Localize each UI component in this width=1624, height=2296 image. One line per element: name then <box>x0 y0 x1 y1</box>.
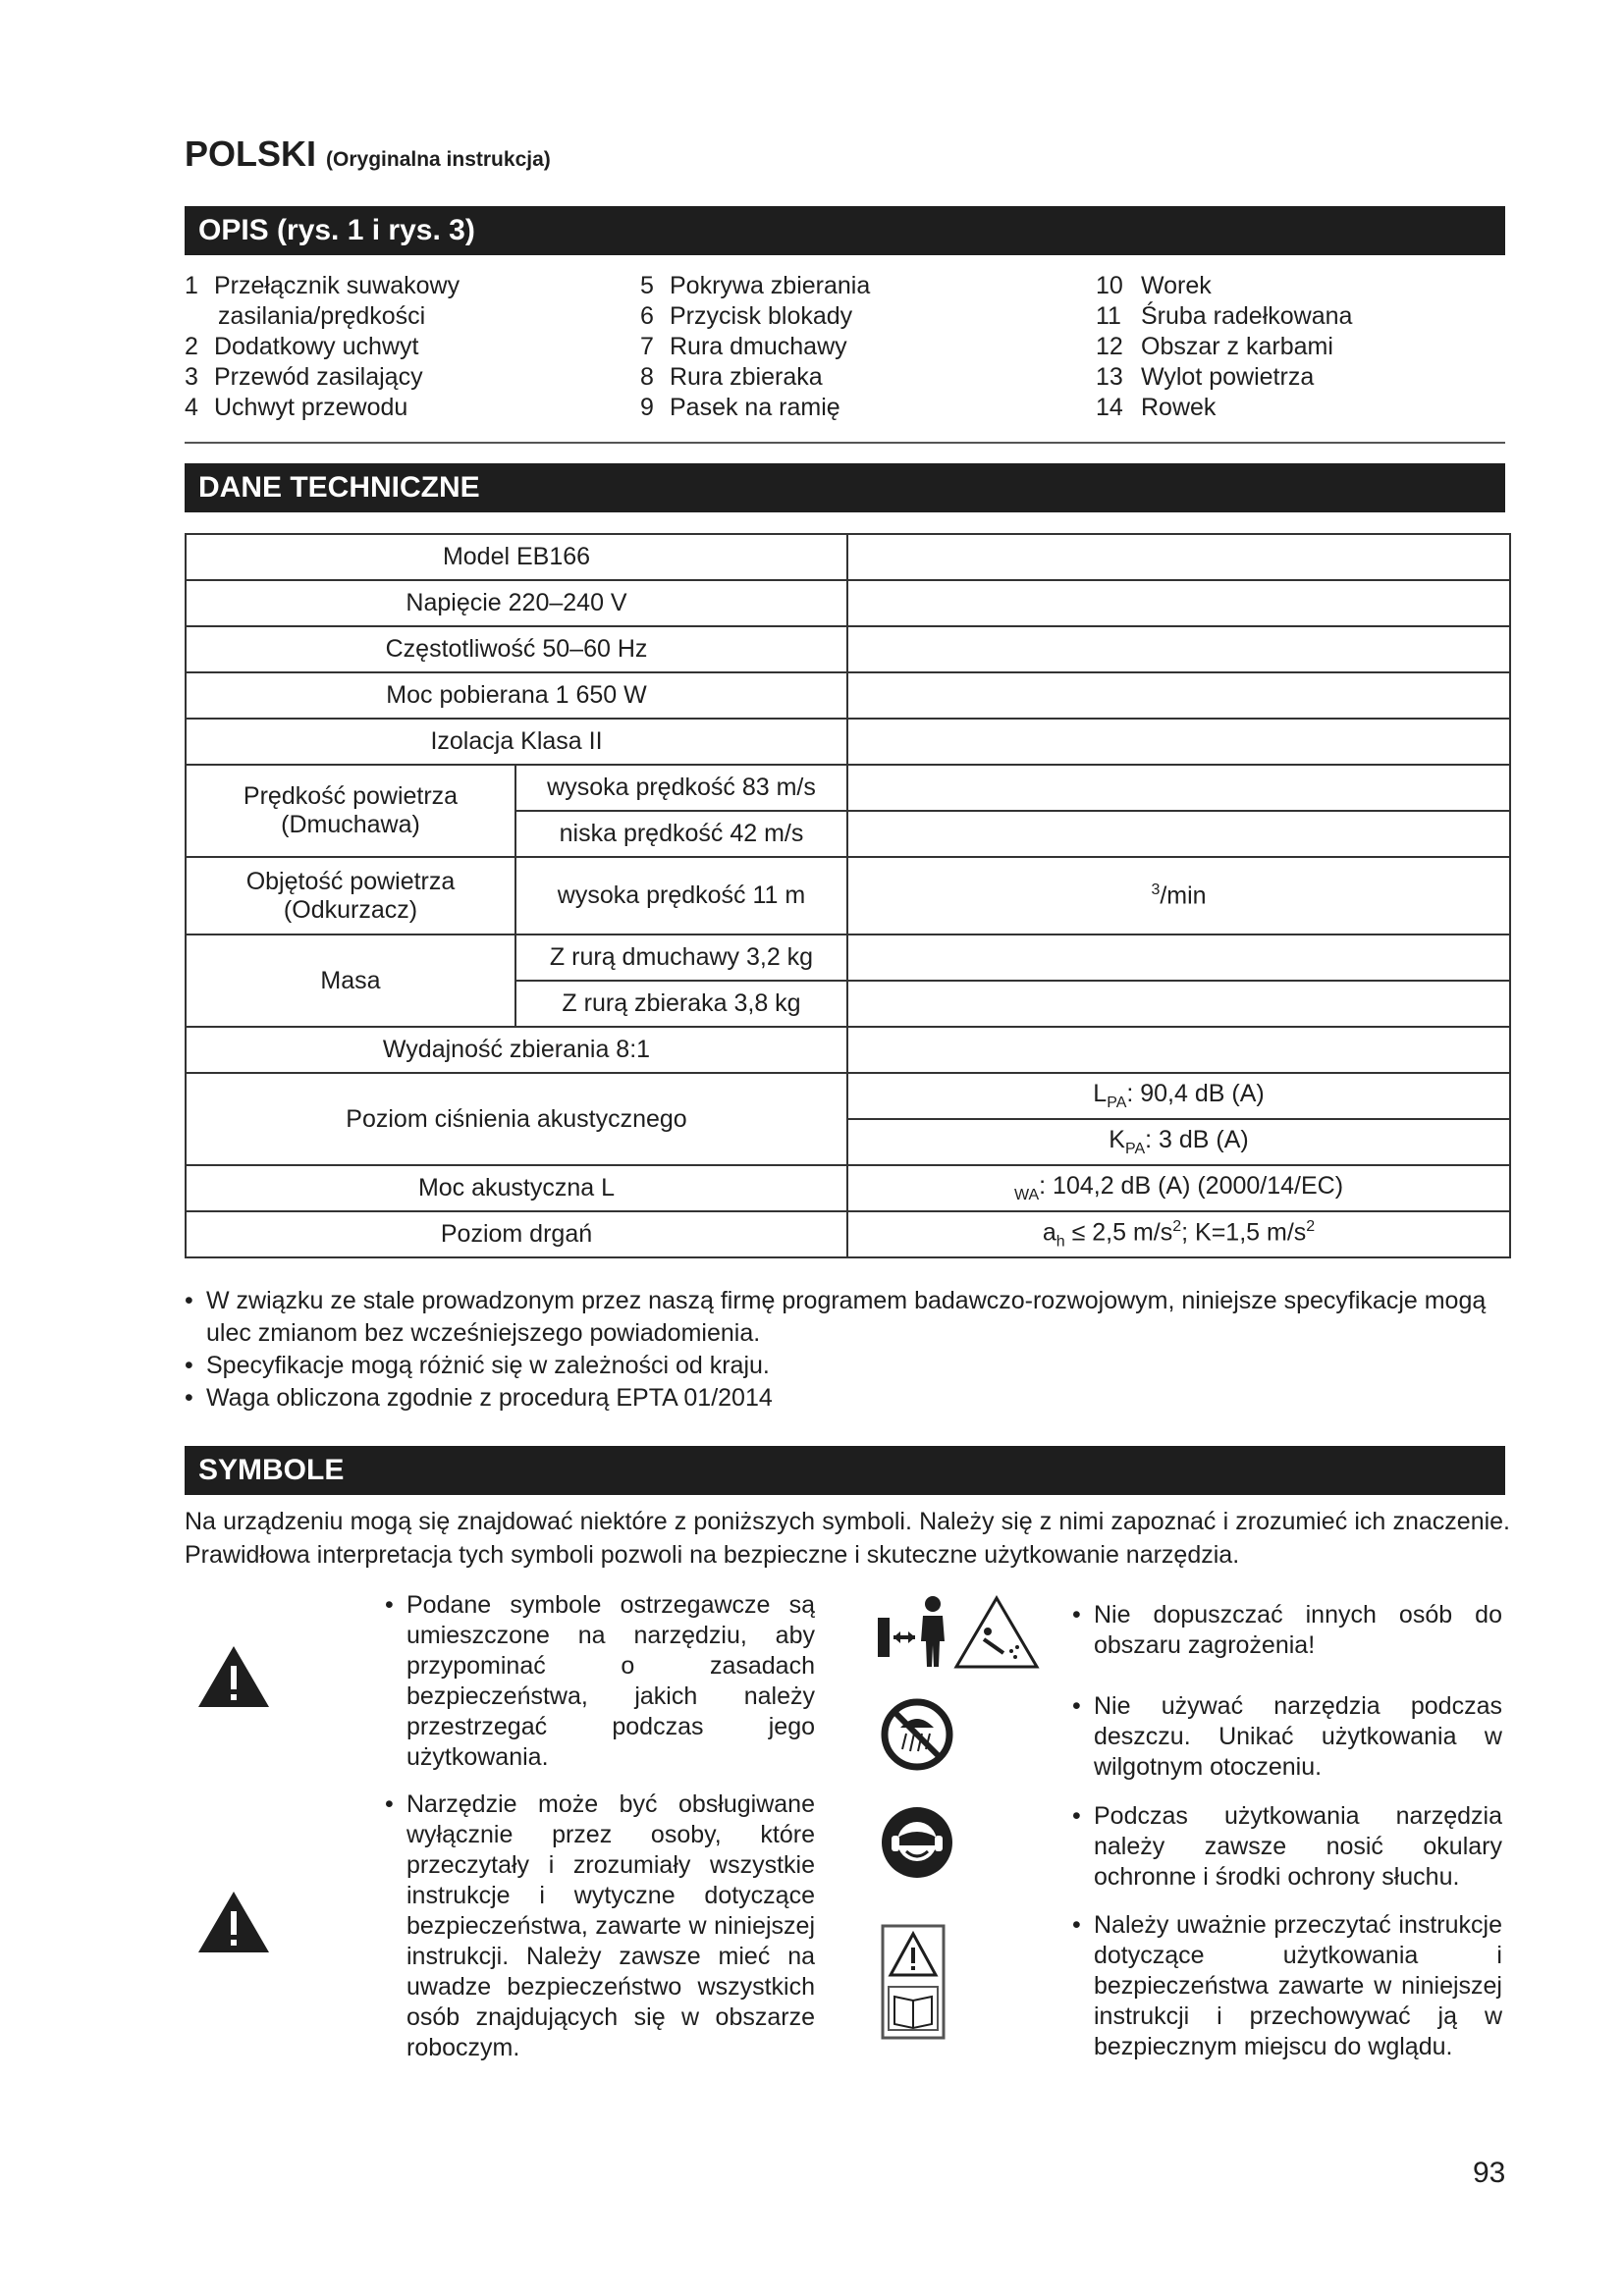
list-item: 14 Rowek <box>1096 394 1217 421</box>
table-row <box>186 1027 1510 1073</box>
table-cell: Z rurą zbieraka 3,8 kg <box>515 981 847 1027</box>
table-cell: niska prędkość 42 m/s <box>515 811 847 857</box>
list-item: 13 Wylot powietrza <box>1096 363 1315 391</box>
list-item: 6 Przycisk blokady <box>640 302 853 330</box>
note-item: • W związku ze stale prowadzonym przez naszą firmę programem badawczo-rozwojowym, niniejsze specyfikacje mogą ulec zmianom bez wcześniejszego powiadomienia. <box>185 1285 1510 1350</box>
table-cell: $K_{PA}$: 3 dB (A) <box>847 1119 1510 1165</box>
row-label: Prędkość powietrza <box>243 782 459 810</box>
table-cell <box>847 934 1510 981</box>
symbol-description <box>1070 1691 1502 1783</box>
table-cell: $L_{PA}$: 90,4 dB (A) <box>847 1073 1510 1119</box>
parts-list-column-1 <box>185 271 460 423</box>
table-cell <box>847 1027 1510 1073</box>
symbol-description <box>1070 1801 1502 1893</box>
list-item: 10 Worek <box>1096 272 1212 299</box>
bullet-text: • Podczas użytkowania narzędzia należy zawsze nosić okulary ochronne i środki ochrony słuchu. <box>1070 1801 1502 1893</box>
row-sublabel: (Dmuchawa) <box>281 811 420 838</box>
bullet-text: • Nie używać narzędzia podczas deszczu. Unikać użytkowania w wilgotnym otoczeniu. <box>1070 1691 1502 1783</box>
table-cell <box>847 765 1510 811</box>
table-row <box>186 626 1510 672</box>
list-item: 7 Rura dmuchawy <box>640 333 847 360</box>
page-title <box>185 133 551 175</box>
note-item: • Specyfikacje mogą różnić się w zależności od kraju. <box>185 1350 1510 1382</box>
table-row <box>186 580 1510 626</box>
table-row <box>186 1073 1510 1119</box>
table-cell: Napięcie 220–240 V <box>186 580 847 626</box>
table-row <box>186 765 1510 811</box>
list-item-continuation: zasilania/prędkości <box>218 302 426 330</box>
table-cell: Model EB166 <box>186 534 847 580</box>
table-cell: Wydajność zbierania 8:1 <box>186 1027 847 1073</box>
table-cell <box>847 981 1510 1027</box>
section-heading-description: OPIS (rys. 1 i rys. 3) <box>185 206 1505 255</box>
table-cell <box>186 765 515 857</box>
language-title: POLSKI <box>185 133 317 174</box>
table-row <box>186 857 1510 934</box>
divider <box>185 442 1505 444</box>
table-row <box>186 934 1510 981</box>
warning-icon <box>196 1890 271 1954</box>
table-cell <box>847 811 1510 857</box>
list-item: 5 Pokrywa zbierania <box>640 272 871 299</box>
list-item: 11 Śruba radełkowana <box>1096 302 1353 330</box>
table-cell: $^3$/min <box>847 857 1510 934</box>
list-item: 3 Przewód zasilający <box>185 363 423 391</box>
table-cell: Moc pobierana 1 650 W <box>186 672 847 719</box>
table-cell: wysoka prędkość 11 m <box>515 857 847 934</box>
table-row <box>186 672 1510 719</box>
table-cell: Moc akustyczna L <box>186 1165 847 1211</box>
bullet-text: • Nie dopuszczać innych osób do obszaru zagrożenia! <box>1070 1600 1502 1661</box>
bullet-text: • Należy uważnie przeczytać instrukcje dotyczące użytkowania i bezpieczeństwa zawarte w niniejszej instrukcji i przechowywać ją w bezpiecznym miejscu do wglądu. <box>1070 1910 1502 2062</box>
language-subtitle: (Oryginalna instrukcja) <box>326 148 551 171</box>
bullet-text: • Narzędzie może być obsługiwane wyłącznie przez osoby, które przeczytały i zrozumiały wszystkie instrukcje i wytyczne dotyczące bezpieczeństwa, zawarte w niniejszej instrukcji. Należy zawsze mieć na uwadze bezpieczeństwo wszystkich osób znajdujących się w obszarze roboczym. <box>383 1789 815 2063</box>
symbol-description <box>383 1789 815 2063</box>
parts-list-column-3 <box>1096 271 1352 423</box>
symbol-description <box>383 1590 815 1773</box>
list-item: 4 Uchwyt przewodu <box>185 394 408 421</box>
symbol-description <box>1070 1600 1502 1661</box>
section-heading-symbols: SYMBOLE <box>185 1446 1505 1495</box>
table-cell: Z rurą dmuchawy 3,2 kg <box>515 934 847 981</box>
row-sublabel: (Odkurzacz) <box>283 895 418 924</box>
wear-protection-icon <box>879 1804 955 1881</box>
page-number: 93 <box>1473 2157 1506 2189</box>
no-rain-icon <box>879 1696 955 1773</box>
parts-list-column-2 <box>640 271 870 423</box>
note-item: • Waga obliczona zgodnie z procedurą EPTA 01/2014 <box>185 1382 1510 1415</box>
bullet-text: • Podane symbole ostrzegawcze są umieszczone na narzędziu, aby przypominać o zasadach bezpieczeństwa, jakich należy przestrzegać podczas jego użytkowania. <box>383 1590 815 1773</box>
warning-icon <box>196 1644 271 1709</box>
table-cell: Poziom drgań <box>186 1211 847 1257</box>
specifications-table <box>185 533 1511 1258</box>
read-manual-icon <box>881 1924 946 2040</box>
list-item: 12 Obszar z karbami <box>1096 333 1333 360</box>
symbols-intro: Na urządzeniu mogą się znajdować niektóre z poniższych symboli. Należy się z nimi zapoznać i zrozumieć ich znaczenie. Prawidłowa interpretacja tych symboli pozwoli na bezpieczne i skuteczne użytkowanie narzędzia. <box>185 1508 1510 1569</box>
row-label: Objętość powietrza <box>245 867 456 895</box>
section-heading-specs: DANE TECHNICZNE <box>185 463 1505 512</box>
table-cell: wysoka prędkość 83 m/s <box>515 765 847 811</box>
table-row <box>186 1211 1510 1257</box>
table-cell: Poziom ciśnienia akustycznego <box>186 1073 847 1165</box>
table-row <box>186 534 1510 580</box>
table-cell <box>847 719 1510 765</box>
table-cell <box>186 857 515 934</box>
table-cell: Masa <box>186 934 515 1027</box>
list-item: 9 Pasek na ramię <box>640 394 840 421</box>
table-cell <box>847 672 1510 719</box>
table-row <box>186 1165 1510 1211</box>
table-cell <box>847 534 1510 580</box>
list-item: 1 Przełącznik suwakowy <box>185 272 460 299</box>
list-item: 8 Rura zbieraka <box>640 363 823 391</box>
table-cell: $a_h \le 2,5$ $m/s^2$; K=1,5 $m/s^2$ <box>847 1211 1510 1257</box>
table-cell: Izolacja Klasa II <box>186 719 847 765</box>
table-cell: Częstotliwość 50–60 Hz <box>186 626 847 672</box>
table-cell <box>847 626 1510 672</box>
keep-bystanders-away-icon <box>874 1590 1041 1673</box>
table-row <box>186 719 1510 765</box>
list-item: 2 Dodatkowy uchwyt <box>185 333 419 360</box>
table-cell: $_{WA}$: 104,2 dB (A) (2000/14/EC) <box>847 1165 1510 1211</box>
symbol-description <box>1070 1910 1502 2062</box>
table-cell <box>847 580 1510 626</box>
spec-notes <box>185 1285 1510 1415</box>
